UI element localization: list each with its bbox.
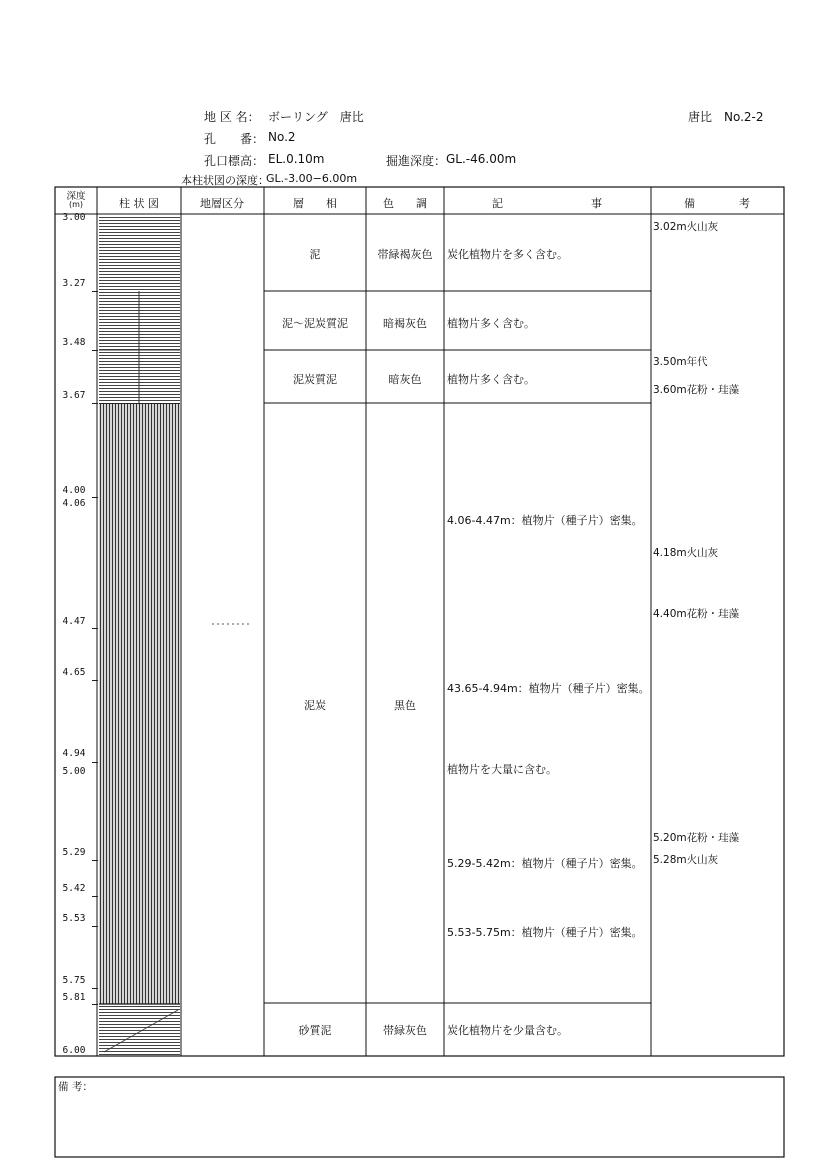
depth-label: 4.06 <box>62 498 86 509</box>
layer-lithology: 泥炭質泥 <box>293 373 337 386</box>
depth-label: 5.81 <box>62 992 86 1003</box>
depth-tick <box>92 628 98 629</box>
remark-item: 3.02m火山灰 <box>653 221 719 233</box>
layer-lithology: 砂質泥 <box>298 1024 332 1037</box>
depth-label: 3.67 <box>62 390 86 401</box>
layer-description: 炭化植物片を少量含む。 <box>447 1024 568 1037</box>
drill-depth-label: 掘進深度： <box>386 154 447 168</box>
depth-tick <box>92 926 98 927</box>
remark-item: 4.40m花粉・珪藻 <box>653 608 740 620</box>
layer-description: 43.65-4.94m：植物片（種子片）密集。 <box>447 682 650 695</box>
col-strat-division-header: 地層区分 <box>200 197 244 210</box>
depth-label: 6.00 <box>62 1045 86 1056</box>
depth-label: 4.00 <box>62 485 86 496</box>
layer-description: 5.53-5.75m：植物片（種子片）密集。 <box>447 926 643 939</box>
depth-label: 5.42 <box>62 883 86 894</box>
depth-label: 3.27 <box>62 278 86 289</box>
depth-label: 5.00 <box>62 766 86 777</box>
remark-item: 5.28m火山灰 <box>653 854 719 866</box>
elevation-label: 孔口標高： <box>204 154 265 168</box>
depth-label: 4.47 <box>62 616 86 627</box>
layer-description: 植物片多く含む。 <box>447 373 535 386</box>
col-lithology-header: 層 相 <box>293 197 337 210</box>
column-depth-label: 本柱状図の深度： <box>181 174 269 187</box>
layer-lithology: 泥〜泥炭質泥 <box>282 317 348 330</box>
depth-tick <box>92 350 98 351</box>
col-column-chart-header: 柱 状 図 <box>119 197 159 210</box>
depth-tick <box>92 1004 98 1005</box>
drill-depth-value: GL.-46.00m <box>446 152 517 166</box>
elevation-value: EL.0.10m <box>268 152 325 166</box>
layer-lithology: 泥炭 <box>304 699 326 712</box>
depth-tick <box>92 497 98 498</box>
depth-tick <box>92 896 98 897</box>
hole-value: No.2 <box>268 130 296 144</box>
remark-item: 5.20m花粉・珪藻 <box>653 832 740 844</box>
hole-label: 孔 番： <box>204 132 265 146</box>
layer-color: 黒色 <box>394 699 416 712</box>
layer-color: 帯緑灰色 <box>383 1024 427 1037</box>
depth-tick <box>92 403 98 404</box>
layer-lithology: 泥 <box>309 248 321 261</box>
depth-tick <box>92 762 98 763</box>
col-description-header: 記 事 <box>492 197 602 210</box>
layer-color: 暗褐灰色 <box>383 317 427 330</box>
layer-description: 植物片を大量に含む。 <box>447 763 557 776</box>
depth-label: 5.53 <box>62 913 86 924</box>
depth-label: 5.75 <box>62 975 86 986</box>
depth-label: 4.94 <box>62 748 86 759</box>
layer-description: 4.06-4.47m：植物片（種子片）密集。 <box>447 514 643 527</box>
column-depth-value: GL.-3.00−6.00m <box>266 172 358 185</box>
depth-label: 5.29 <box>62 847 86 858</box>
sheet-id: 唐比 No.2-2 <box>688 110 764 124</box>
depth-tick <box>92 860 98 861</box>
remark-item: 3.60m花粉・珪藻 <box>653 384 740 396</box>
layer-color: 帯緑褐灰色 <box>377 248 433 261</box>
layer-color: 暗灰色 <box>388 373 422 386</box>
depth-tick <box>92 988 98 989</box>
depth-label: 3.48 <box>62 337 86 348</box>
layer-description: 植物片多く含む。 <box>447 317 535 330</box>
district-value: ボーリング 唐比 <box>268 110 364 124</box>
col-color-header: 色 調 <box>383 197 427 210</box>
col-remarks-header: 備 考 <box>684 197 750 210</box>
depth-tick <box>92 680 98 681</box>
depth-tick <box>92 291 98 292</box>
notes-label: 備 考： <box>58 1081 93 1093</box>
layer-description: 炭化植物片を多く含む。 <box>447 248 568 261</box>
depth-label: 4.65 <box>62 667 86 678</box>
district-label: 地 区 名： <box>204 110 260 124</box>
layer-description: 5.29-5.42m：植物片（種子片）密集。 <box>447 857 643 870</box>
depth-label: 3.00 <box>62 212 86 223</box>
remark-item: 3.50m年代 <box>653 356 708 368</box>
remark-item: 4.18m火山灰 <box>653 547 719 559</box>
